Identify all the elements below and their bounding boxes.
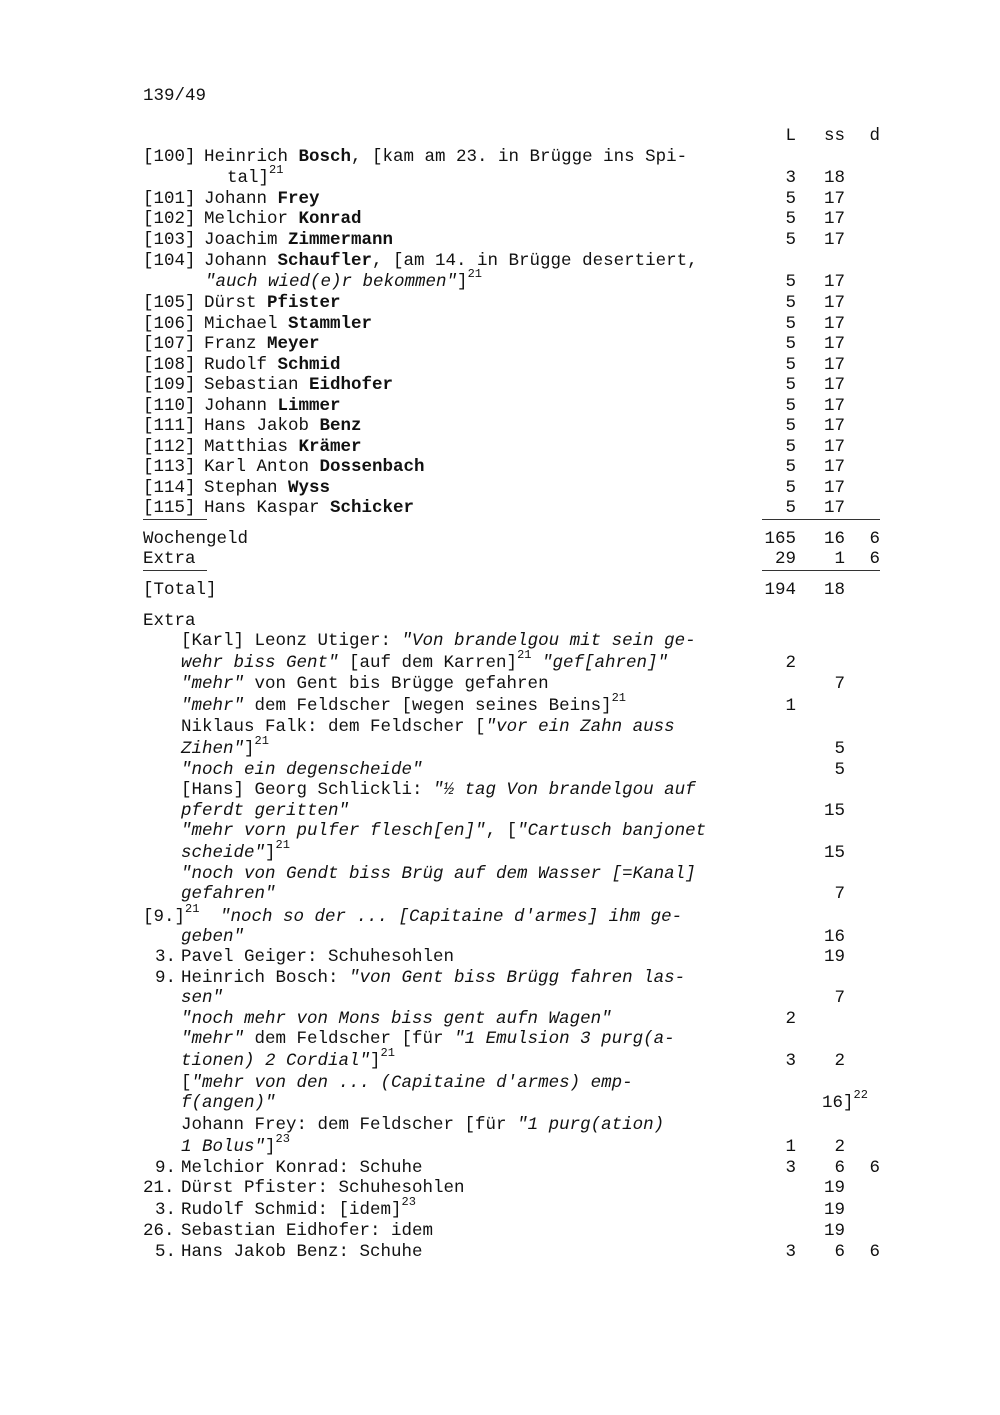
extra-number: 5. [155, 1242, 177, 1262]
amount-d: 6 [869, 529, 880, 549]
amount-ss: 17 [823, 189, 845, 209]
amount-ss: 16 [823, 529, 845, 549]
amount-l: 5 [785, 478, 796, 498]
extra-text: "noch mehr von Mons biss gent aufn Wagen" [181, 1009, 612, 1029]
extra-label: Extra [143, 549, 196, 569]
entry-name: Franz Meyer [204, 334, 320, 354]
extra-text: Hans Jakob Benz: Schuhe [181, 1242, 423, 1262]
amount-ss: 17 [823, 314, 845, 334]
extra-row [0, 1115, 1000, 1136]
entry-number: [103] [143, 230, 196, 250]
amount-ss: 17 [823, 355, 845, 375]
entry-number: [105] [143, 293, 196, 313]
extra-row [0, 1178, 1000, 1199]
extra-text: "noch von Gendt biss Brüg auf dem Wasser [=Kanal] [181, 864, 696, 884]
extra-row-continuation [0, 927, 1000, 948]
extra-text: "mehr" dem Feldscher [wegen seines Beins]$^{21}$ [181, 691, 626, 716]
amount-l: 5 [785, 355, 796, 375]
entry-name: Michael Stammler [204, 314, 373, 334]
entry-number: [109] [143, 375, 196, 395]
amount-ss: 17 [823, 230, 845, 250]
amount-l: 1 [785, 1137, 796, 1157]
extra-row [0, 631, 1000, 652]
total-row [0, 580, 1000, 601]
extra-text: [Hans] Georg Schlickli: "½ tag Von brandelgou auf [181, 780, 696, 800]
amount-l: 5 [785, 375, 796, 395]
extra-row [0, 674, 1000, 695]
extra-heading: Extra [143, 611, 196, 631]
extra-text: "mehr vorn pulfer flesch[en]", ["Cartusch banjonet [181, 821, 707, 841]
extra-row [0, 1195, 1000, 1221]
entry-row [0, 251, 1000, 272]
extra-row-continuation [0, 801, 1000, 822]
entry-number: [114] [143, 478, 196, 498]
amount-l: 5 [785, 416, 796, 436]
entry-note: tal]$^{21}$ [227, 163, 284, 188]
entry-number: [104] [143, 251, 196, 271]
entry-row-continuation [0, 163, 1000, 189]
wochengeld-row [0, 529, 1000, 550]
amount-ss: 18 [823, 168, 845, 188]
entry-name: Hans Jakob Benz [204, 416, 362, 436]
amount-l: 3 [785, 1158, 796, 1178]
extra-row [0, 902, 1000, 928]
extra-text: "mehr" von Gent bis Brügge gefahren [181, 674, 549, 694]
amount-l: 5 [785, 230, 796, 250]
extra-row-continuation [0, 734, 1000, 760]
amount-ss: 15 [823, 843, 845, 863]
page-number: 139/49 [143, 86, 207, 106]
extra-text: pferdt geritten" [181, 801, 350, 821]
amount-l: 165 [764, 529, 796, 549]
amount-l: 3 [785, 1051, 796, 1071]
extra-number: 9. [155, 968, 177, 988]
entry-row [0, 478, 1000, 499]
amount-l: 29 [774, 549, 796, 569]
extra-row-continuation [0, 1088, 1000, 1114]
entry-row [0, 375, 1000, 396]
entry-number: [108] [143, 355, 196, 375]
rule-left [143, 519, 207, 520]
extra-text: "noch ein degenscheide" [181, 760, 423, 780]
rule-left [143, 570, 207, 571]
extra-text: Melchior Konrad: Schuhe [181, 1158, 423, 1178]
amount-ss: 15 [823, 801, 845, 821]
entry-row [0, 230, 1000, 251]
extra-text: scheide"]$^{21}$ [181, 838, 290, 863]
amount-ss: 19 [823, 1178, 845, 1198]
extra-number: $[9.]^{21}$ [143, 902, 200, 927]
entry-number: [107] [143, 334, 196, 354]
entry-row-continuation [0, 267, 1000, 293]
amount-ss: 6 [834, 1242, 845, 1262]
extra-text: Zihen"]$^{21}$ [181, 734, 269, 759]
amount-ss: 19 [823, 947, 845, 967]
amount-ss: 17 [823, 209, 845, 229]
extra-text: geben" [181, 927, 245, 947]
amount-ss: 16]$^{22}$ [822, 1088, 868, 1113]
amount-ss: 17 [823, 334, 845, 354]
extra-heading-row [0, 611, 1000, 632]
entry-number: [112] [143, 437, 196, 457]
entry-number: [100] [143, 147, 196, 167]
total-label: [Total] [143, 580, 217, 600]
amount-ss: 19 [823, 1200, 845, 1220]
entry-row [0, 416, 1000, 437]
entry-number: [113] [143, 457, 196, 477]
extra-text: "noch so der ... [Capitaine d'armes] ihm ge- [220, 907, 683, 927]
entry-number: [111] [143, 416, 196, 436]
amount-l: 5 [785, 457, 796, 477]
amount-ss: 7 [834, 674, 845, 694]
entry-name: Rudolf Schmid [204, 355, 341, 375]
extra-text: [Karl] Leonz Utiger: "Von brandelgou mit sein ge- [181, 631, 696, 651]
amount-ss: 17 [823, 437, 845, 457]
amount-l: 5 [785, 396, 796, 416]
rule-right [762, 570, 880, 571]
extra-text: sen" [181, 988, 224, 1008]
extra-row [0, 1029, 1000, 1050]
extra-row [0, 1073, 1000, 1094]
extra-row [0, 1158, 1000, 1179]
extra-row [0, 1221, 1000, 1242]
extra-row-continuation [0, 1046, 1000, 1072]
amount-ss: 5 [834, 739, 845, 759]
entry-name: Joachim Zimmermann [204, 230, 394, 250]
extra-text: tionen) 2 Cordial"]$^{21}$ [181, 1046, 395, 1071]
amount-ss: 17 [823, 478, 845, 498]
extra-sum-row [0, 549, 1000, 570]
entry-number: [102] [143, 209, 196, 229]
extra-number: 9. [155, 1158, 177, 1178]
amount-l: 5 [785, 293, 796, 313]
extra-text: Sebastian Eidhofer: idem [181, 1221, 434, 1241]
entry-name: Melchior Konrad [204, 209, 362, 229]
entry-name: Matthias Krämer [204, 437, 362, 457]
entry-row [0, 147, 1000, 168]
extra-text: ["mehr von den ... (Capitaine d'armes) emp- [181, 1073, 633, 1093]
header-d: d [869, 126, 880, 146]
extra-text: Pavel Geiger: Schuhesohlen [181, 947, 455, 967]
amount-ss: 2 [834, 1051, 845, 1071]
entry-name: Hans Kaspar Schicker [204, 498, 415, 518]
entry-number: [101] [143, 189, 196, 209]
amount-ss: 17 [823, 396, 845, 416]
extra-text: Rudolf Schmid: [idem]$^{23}$ [181, 1195, 416, 1220]
amount-ss: 17 [823, 375, 845, 395]
extra-row-continuation [0, 1132, 1000, 1158]
extra-row [0, 780, 1000, 801]
extra-row-continuation [0, 648, 1000, 674]
wochengeld-label: Wochengeld [143, 529, 249, 549]
extra-number: 21. [143, 1178, 175, 1198]
extra-row [0, 947, 1000, 968]
entry-name: Stephan Wyss [204, 478, 331, 498]
amount-ss: 17 [823, 293, 845, 313]
extra-number: 26. [143, 1221, 175, 1241]
amount-ss: 19 [823, 1221, 845, 1241]
amount-l: 3 [785, 168, 796, 188]
extra-row [0, 1242, 1000, 1263]
entry-row [0, 498, 1000, 519]
amount-l: 3 [785, 1242, 796, 1262]
entry-number: [106] [143, 314, 196, 334]
rule-right [762, 519, 880, 520]
extra-number: 3. [155, 947, 177, 967]
amount-l: 5 [785, 498, 796, 518]
extra-row-continuation [0, 988, 1000, 1009]
extra-row-continuation [0, 884, 1000, 905]
amount-ss: 7 [834, 884, 845, 904]
extra-row-continuation [0, 838, 1000, 864]
extra-row [0, 1009, 1000, 1030]
amount-l: 5 [785, 272, 796, 292]
extra-row [0, 821, 1000, 842]
extra-number: 3. [155, 1200, 177, 1220]
amount-l: 5 [785, 334, 796, 354]
amount-l: 5 [785, 437, 796, 457]
extra-row [0, 864, 1000, 885]
entry-row [0, 334, 1000, 355]
extra-text: Johann Frey: dem Feldscher [für "1 purg(ation) [181, 1115, 665, 1135]
amount-ss: 17 [823, 498, 845, 518]
amount-d: 6 [869, 1158, 880, 1178]
entry-row [0, 189, 1000, 210]
column-headers [0, 126, 1000, 147]
entry-note: "auch wied(e)r bekommen"]$^{21}$ [205, 267, 482, 292]
extra-text: wehr biss Gent" [auf dem Karren]$^{21}$ "gef[ahren]" [181, 648, 669, 673]
extra-text: gefahren" [181, 884, 276, 904]
extra-row [0, 968, 1000, 989]
amount-ss: 6 [834, 1158, 845, 1178]
amount-l: 1 [785, 696, 796, 716]
extra-row [0, 691, 1000, 717]
amount-l: 5 [785, 314, 796, 334]
amount-l: 2 [785, 1009, 796, 1029]
entry-row [0, 457, 1000, 478]
entry-row [0, 293, 1000, 314]
entry-row [0, 209, 1000, 230]
entry-name: Johann Limmer [204, 396, 341, 416]
amount-ss: 2 [834, 1137, 845, 1157]
extra-text: f(angen)" [181, 1093, 276, 1113]
amount-ss: 17 [823, 272, 845, 292]
header-ss: ss [823, 126, 845, 146]
entry-row [0, 396, 1000, 417]
amount-ss: 16 [823, 927, 845, 947]
entry-name: Karl Anton Dossenbach [204, 457, 425, 477]
amount-ss: 7 [834, 988, 845, 1008]
extra-row [0, 717, 1000, 738]
entry-number: [115] [143, 498, 196, 518]
entry-row [0, 314, 1000, 335]
amount-ss: 17 [823, 416, 845, 436]
extra-text: "mehr" dem Feldscher [für "1 Emulsion 3 purg(a- [181, 1029, 675, 1049]
entry-name: Johann Frey [204, 189, 320, 209]
entry-name: Dürst Pfister [204, 293, 341, 313]
extra-text: 1 Bolus"]$^{23}$ [181, 1132, 290, 1157]
amount-d: 6 [869, 549, 880, 569]
entry-name: Heinrich Bosch, [kam am 23. in Brügge ins Spi- [204, 147, 688, 167]
entry-name: Johann Schaufler, [am 14. in Brügge desertiert, [204, 251, 698, 271]
amount-d: 6 [869, 1242, 880, 1262]
header-l: L [785, 126, 796, 146]
entry-row [0, 437, 1000, 458]
extra-text: Heinrich Bosch: "von Gent biss Brügg fahren las- [181, 968, 686, 988]
entry-number: [110] [143, 396, 196, 416]
amount-ss: 18 [823, 580, 845, 600]
amount-ss: 1 [834, 549, 845, 569]
amount-ss: 5 [834, 760, 845, 780]
amount-l: 194 [764, 580, 796, 600]
extra-row [0, 760, 1000, 781]
amount-ss: 17 [823, 457, 845, 477]
amount-l: 5 [785, 209, 796, 229]
extra-text: Dürst Pfister: Schuhesohlen [181, 1178, 465, 1198]
extra-text: Niklaus Falk: dem Feldscher ["vor ein Zahn auss [181, 717, 675, 737]
entry-name: Sebastian Eidhofer [204, 375, 394, 395]
amount-l: 5 [785, 189, 796, 209]
amount-l: 2 [785, 653, 796, 673]
entry-row [0, 355, 1000, 376]
